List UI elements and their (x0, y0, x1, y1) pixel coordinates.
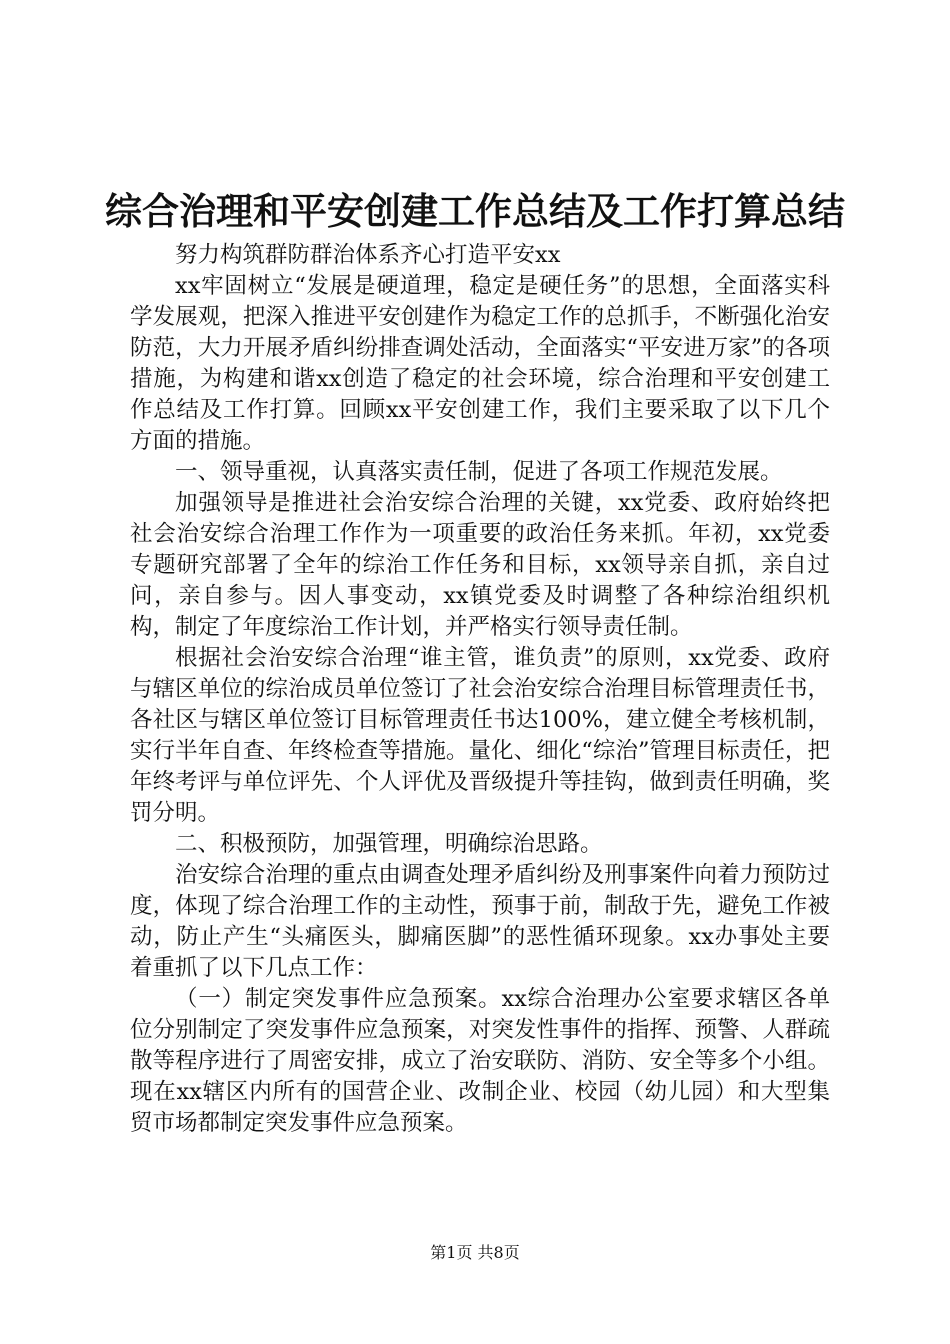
paragraph-subtitle: 努力构筑群防群治体系齐心打造平安xx (175, 242, 561, 268)
section-heading-1: 一、领导重视，认真落实责任制，促进了各项工作规范发展。 (175, 459, 783, 485)
paragraph-prevention: 治安综合治理的重点由调查处理矛盾纠纷及刑事案件向着力预防过度，体现了综合治理工作的主动性，预事于前，制敌于先，避免工作被动，防止产生“头痛医头，脚痛医脚”的恶性循环现象。xx办事处主要着重抓了以下几点工作： (130, 862, 830, 981)
page-number-footer: 第1页 共8页 (430, 1243, 520, 1262)
paragraph-emergency-plan: （一）制定突发事件应急预案。xx综合治理办公室要求辖区各单位分别制定了突发事件应急预案，对突发性事件的指挥、预警、人群疏散等程序进行了周密安排，成立了治安联防、消防、安全等多个小组。现在xx辖区内所有的国营企业、改制企业、校园（幼儿园）和大型集贸市场都制定突发事件应急预案。 (130, 986, 830, 1136)
paragraph-leadership: 加强领导是推进社会治安综合治理的关键，xx党委、政府始终把社会治安综合治理工作作为一项重要的政治任务来抓。年初，xx党委专题研究部署了全年的综治工作任务和目标，xx领导亲自抓，亲自过问，亲自参与。因人事变动，xx镇党委及时调整了各种综治组织机构，制定了年度综治工作计划，并严格实行领导责任制。 (130, 490, 830, 640)
paragraph-intro: xx牢固树立“发展是硬道理，稳定是硬任务”的思想，全面落实科学发展观，把深入推进平安创建作为稳定工作的总抓手，不断强化治安防范，大力开展矛盾纠纷排查调处活动，全面落实“平安进万家”的各项措施，为构建和谐xx创造了稳定的社会环境，综合治理和平安创建工作总结及工作打算。回顾xx平安创建工作，我们主要采取了以下几个方面的措施。 (130, 273, 830, 454)
page-title: 综合治理和平安创建工作总结及工作打算总结 (105, 189, 845, 233)
paragraph-responsibility: 根据社会治安综合治理“谁主管，谁负责”的原则，xx党委、政府与辖区单位的综治成员单位签订了社会治安综合治理目标管理责任书，各社区与辖区单位签订目标管理责任书达100%，建立健全考核机制，实行半年自查、年终检查等措施。量化、细化“综治”管理目标责任，把年终考评与单位评先、个人评优及晋级提升等挂钩，做到责任明确，奖罚分明。 (130, 645, 830, 826)
document-body (130, 240, 830, 1139)
section-heading-2: 二、积极预防，加强管理，明确综治思路。 (175, 831, 603, 857)
